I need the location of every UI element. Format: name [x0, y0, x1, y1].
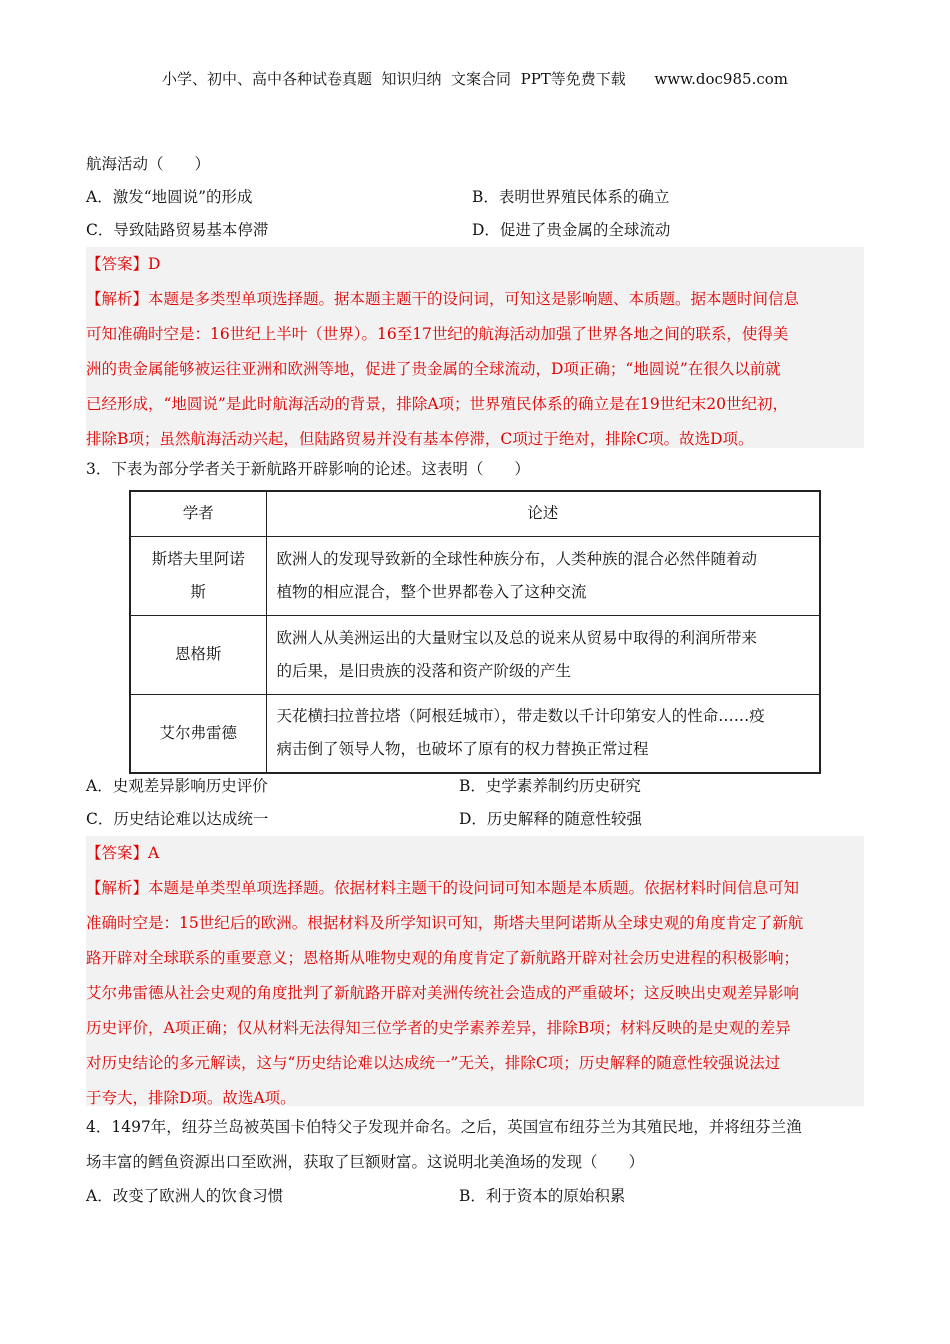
table-row	[130, 615, 820, 694]
analysis-line: 对历史结论的多元解读，这与“历史结论难以达成统一”无关，排除C项；历史解释的随意性较强说法过	[86, 1054, 781, 1072]
option-b: B．表明世界殖民体系的确立	[472, 188, 670, 206]
analysis-line: 于夸大，排除D项。故选A项。	[86, 1089, 296, 1107]
scholar-name: 艾尔弗雷德	[130, 694, 266, 773]
option-b: B．利于资本的原始积累	[459, 1187, 626, 1205]
header-scholar: 学者	[130, 491, 266, 536]
answer-block-3	[86, 836, 864, 1106]
question-stem: 4．1497年，纽芬兰岛被英国卡伯特父子发现并命名。之后，英国宣布纽芬兰为其殖民地，并将纽芬兰渔	[86, 1118, 802, 1136]
statement-line: 病击倒了领导人物，也破坏了原有的权力替换正常过程	[276, 740, 649, 759]
analysis-line: 已经形成，“地圆说”是此时航海活动的背景，排除A项；世界殖民体系的确立是在19世纪末20世纪初，	[86, 395, 788, 413]
answer-block-2	[86, 247, 864, 448]
option-c: C．历史结论难以达成统一	[86, 810, 269, 828]
option-a: A．激发“地圆说”的形成	[86, 188, 253, 206]
answer-label: 【答案】A	[86, 844, 160, 862]
table-row	[130, 536, 820, 615]
scholar-name: 恩格斯	[130, 615, 266, 694]
question-3-stem: 3．下表为部分学者关于新航路开辟影响的论述。这表明（ ）	[86, 460, 530, 478]
analysis-line: 【解析】本题是单类型单项选择题。依据材料主题干的设问词可知本题是本质题。依据材料时间信息可知	[86, 879, 800, 897]
statement-line: 植物的相应混合，整个世界都卷入了这种交流	[276, 582, 587, 601]
page-header: 小学、初中、高中各种试卷真题 知识归纳 文案合同 PPT等免费下载 www.doc985.com	[161, 70, 788, 88]
question-4	[86, 1110, 864, 1213]
option-d: D．历史解释的随意性较强	[459, 810, 642, 828]
header-statement: 论述	[266, 491, 820, 536]
analysis-line: 洲的贵金属能够被运往亚洲和欧洲等地，促进了贵金属的全球流动，D项正确；“地圆说”在很久以前就	[86, 360, 781, 378]
question-2	[86, 148, 864, 247]
analysis-line: 历史评价，A项正确；仅从材料无法得知三位学者的史学素养差异，排除B项；材料反映的是史观的差异	[86, 1019, 791, 1037]
table-row	[130, 694, 820, 773]
statement-line: 的后果，是旧贵族的没落和资产阶级的产生	[276, 661, 572, 680]
analysis-line: 艾尔弗雷德从社会史观的角度批判了新航路开辟对美洲传统社会造成的严重破坏；这反映出史观差异影响	[86, 984, 800, 1002]
option-c: C．导致陆路贸易基本停滞	[86, 221, 269, 239]
analysis-line: 【解析】本题是多类型单项选择题。据本题主题干的设问词，可知这是影响题、本质题。据本题时间信息	[86, 290, 800, 308]
option-a: A．史观差异影响历史评价	[86, 777, 268, 795]
statement-line: 欧洲人的发现导致新的全球性种族分布，人类种族的混合必然伴随着动	[276, 549, 758, 568]
question-stem: 航海活动（ ）	[86, 155, 211, 173]
question-stem: 场丰富的鳕鱼资源出口至欧洲，获取了巨额财富。这说明北美渔场的发现（ ）	[86, 1153, 645, 1171]
question-3-options	[86, 770, 864, 836]
answer-label: 【答案】D	[86, 255, 161, 273]
scholar-name: 斯塔夫里阿诺	[151, 549, 245, 568]
statement-line: 欧洲人从美洲运出的大量财宝以及总的说来从贸易中取得的利润所带来	[276, 628, 758, 647]
option-d: D．促进了贵金属的全球流动	[472, 221, 671, 239]
option-a: A．改变了欧洲人的饮食习惯	[86, 1187, 284, 1205]
analysis-line: 排除B项；虽然航海活动兴起，但陆路贸易并没有基本停滞，C项过于绝对，排除C项。故选D项。	[86, 430, 754, 448]
scholar-name-cont: 斯	[190, 582, 206, 601]
analysis-line: 可知准确时空是：16世纪上半叶（世界）。16至17世纪的航海活动加强了世界各地之间的联系，使得美	[86, 325, 789, 343]
scholars-table	[129, 490, 821, 774]
analysis-line: 路开辟对全球联系的重要意义；恩格斯从唯物史观的角度肯定了新航路开辟对社会历史进程的积极影响；	[86, 949, 800, 967]
analysis-line: 准确时空是：15世纪后的欧洲。根据材料及所学知识可知，斯塔夫里阿诺斯从全球史观的角度肯定了新航	[86, 914, 804, 932]
option-b: B．史学素养制约历史研究	[459, 777, 641, 795]
statement-line: 天花横扫拉普拉塔（阿根廷城市），带走数以千计印第安人的性命……疫	[276, 707, 765, 726]
